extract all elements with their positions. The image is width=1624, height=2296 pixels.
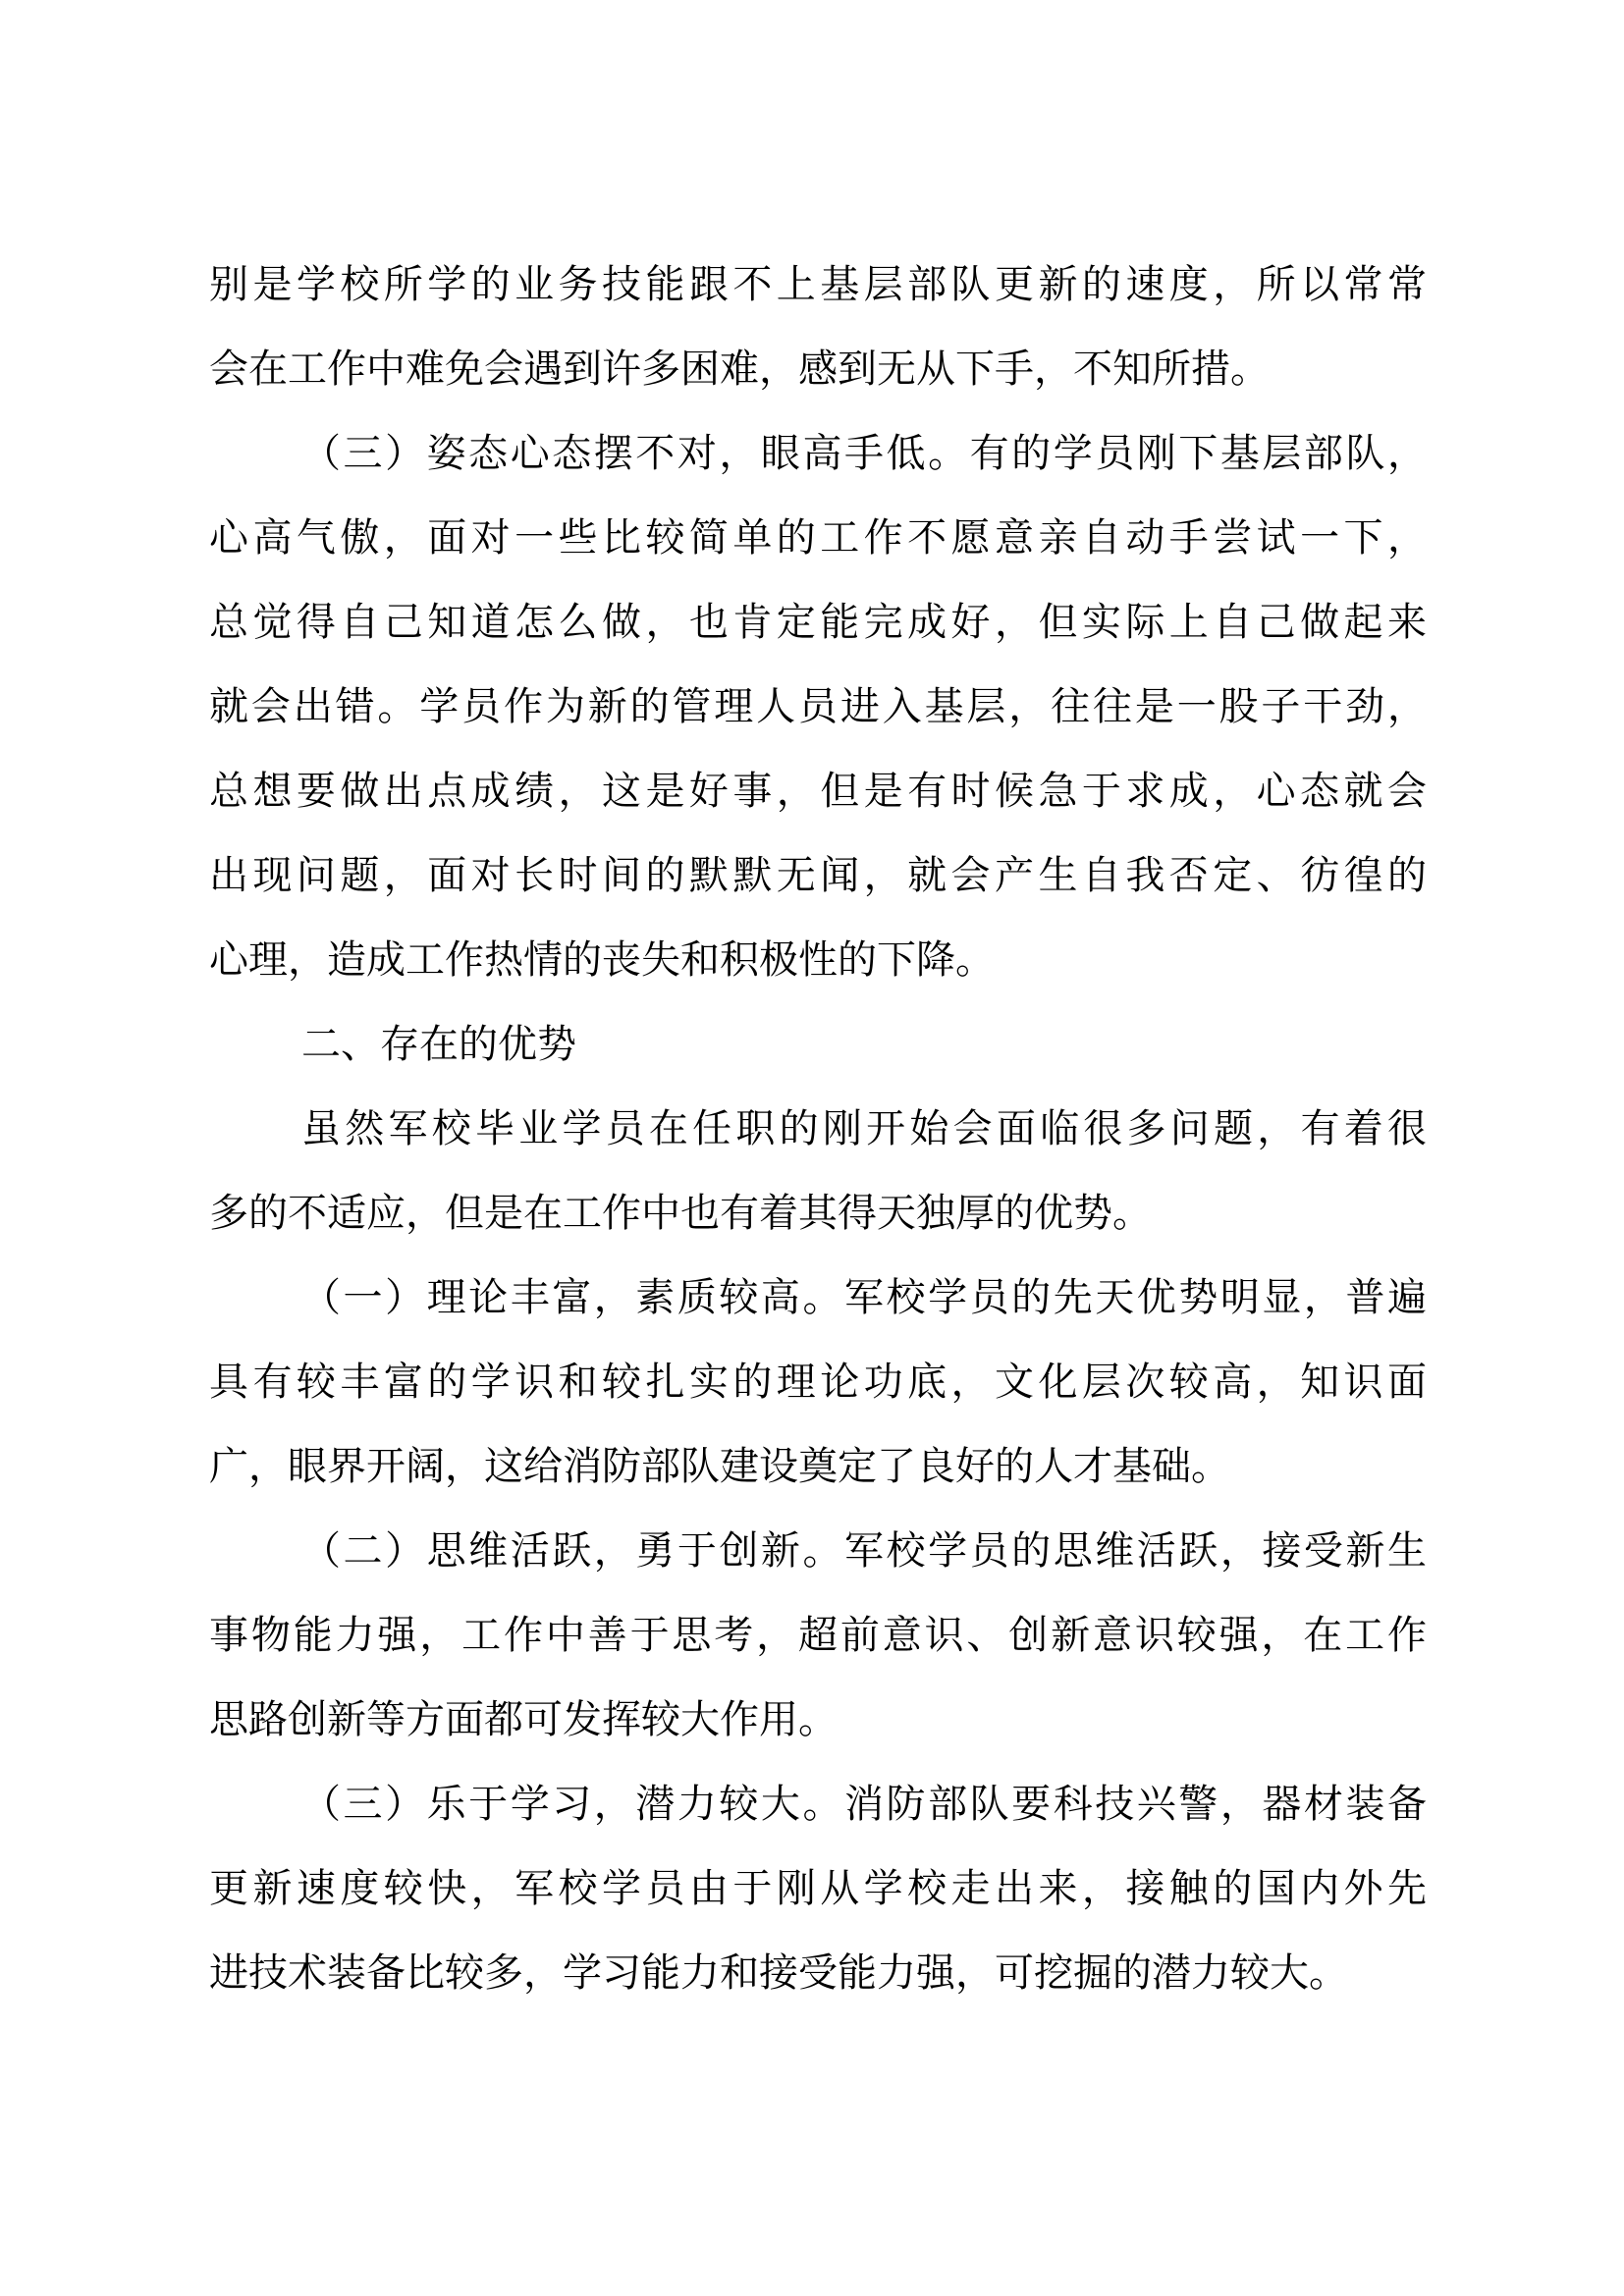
heading-text: 二、存在的优势 xyxy=(301,1022,576,1067)
paragraph-theory xyxy=(209,1255,1427,1509)
text-line: 思路创新等方面都可发挥较大作用。 xyxy=(209,1697,838,1742)
text-line: 多的不适应，但是在工作中也有着其得天独厚的优势。 xyxy=(209,1191,1152,1236)
text-line: 总想要做出点成绩，这是好事，但是有时候急于求成，心态就会 xyxy=(209,769,1427,814)
text-line: 虽然军校毕业学员在任职的刚开始会面临很多问题，有着很 xyxy=(301,1106,1427,1151)
text-line: 总觉得自己知道怎么做，也肯定能完成好，但实际上自己做起来 xyxy=(209,600,1427,645)
text-line: （三）姿态心态摆不对，眼高手低。有的学员刚下基层部队， xyxy=(301,431,1427,476)
paragraph-continued xyxy=(209,242,1427,411)
section-heading xyxy=(209,1002,1427,1087)
text-line: 具有较丰富的学识和较扎实的理论功底，文化层次较高，知识面 xyxy=(209,1360,1427,1405)
paragraph-innovation xyxy=(209,1509,1427,1762)
text-line: 别是学校所学的业务技能跟不上基层部队更新的速度，所以常常 xyxy=(209,262,1427,307)
text-line: （二）思维活跃，勇于创新。军校学员的思维活跃，接受新生 xyxy=(301,1528,1427,1574)
text-line: 进技术装备比较多，学习能力和接受能力强，可挖掘的潜力较大。 xyxy=(209,1950,1348,1996)
text-line: （一）理论丰富，素质较高。军校学员的先天优势明显，普遍 xyxy=(301,1275,1427,1320)
body-text xyxy=(209,242,1427,2015)
paragraph-intro xyxy=(209,1087,1427,1255)
text-line: 广，眼界开阔，这给消防部队建设奠定了良好的人才基础。 xyxy=(209,1444,1230,1489)
text-line: 心高气傲，面对一些比较简单的工作不愿意亲自动手尝试一下， xyxy=(209,515,1427,561)
paragraph-attitude xyxy=(209,411,1427,1002)
text-line: 心理，造成工作热情的丧失和积极性的下降。 xyxy=(209,937,995,983)
paragraph-learning xyxy=(209,1762,1427,2015)
text-line: 更新速度较快，军校学员由于刚从学校走出来，接触的国内外先 xyxy=(209,1866,1427,1911)
text-line: 就会出错。学员作为新的管理人员进入基层，往往是一股子干劲， xyxy=(209,684,1427,729)
text-line: 事物能力强，工作中善于思考，超前意识、创新意识较强，在工作 xyxy=(209,1613,1427,1658)
text-line: （三）乐于学习，潜力较大。消防部队要科技兴警，器材装备 xyxy=(301,1782,1427,1827)
text-line: 会在工作中难免会遇到许多困难，感到无从下手，不知所措。 xyxy=(209,347,1270,392)
text-line: 出现问题，面对长时间的默默无闻，就会产生自我否定、彷徨的 xyxy=(209,853,1427,898)
